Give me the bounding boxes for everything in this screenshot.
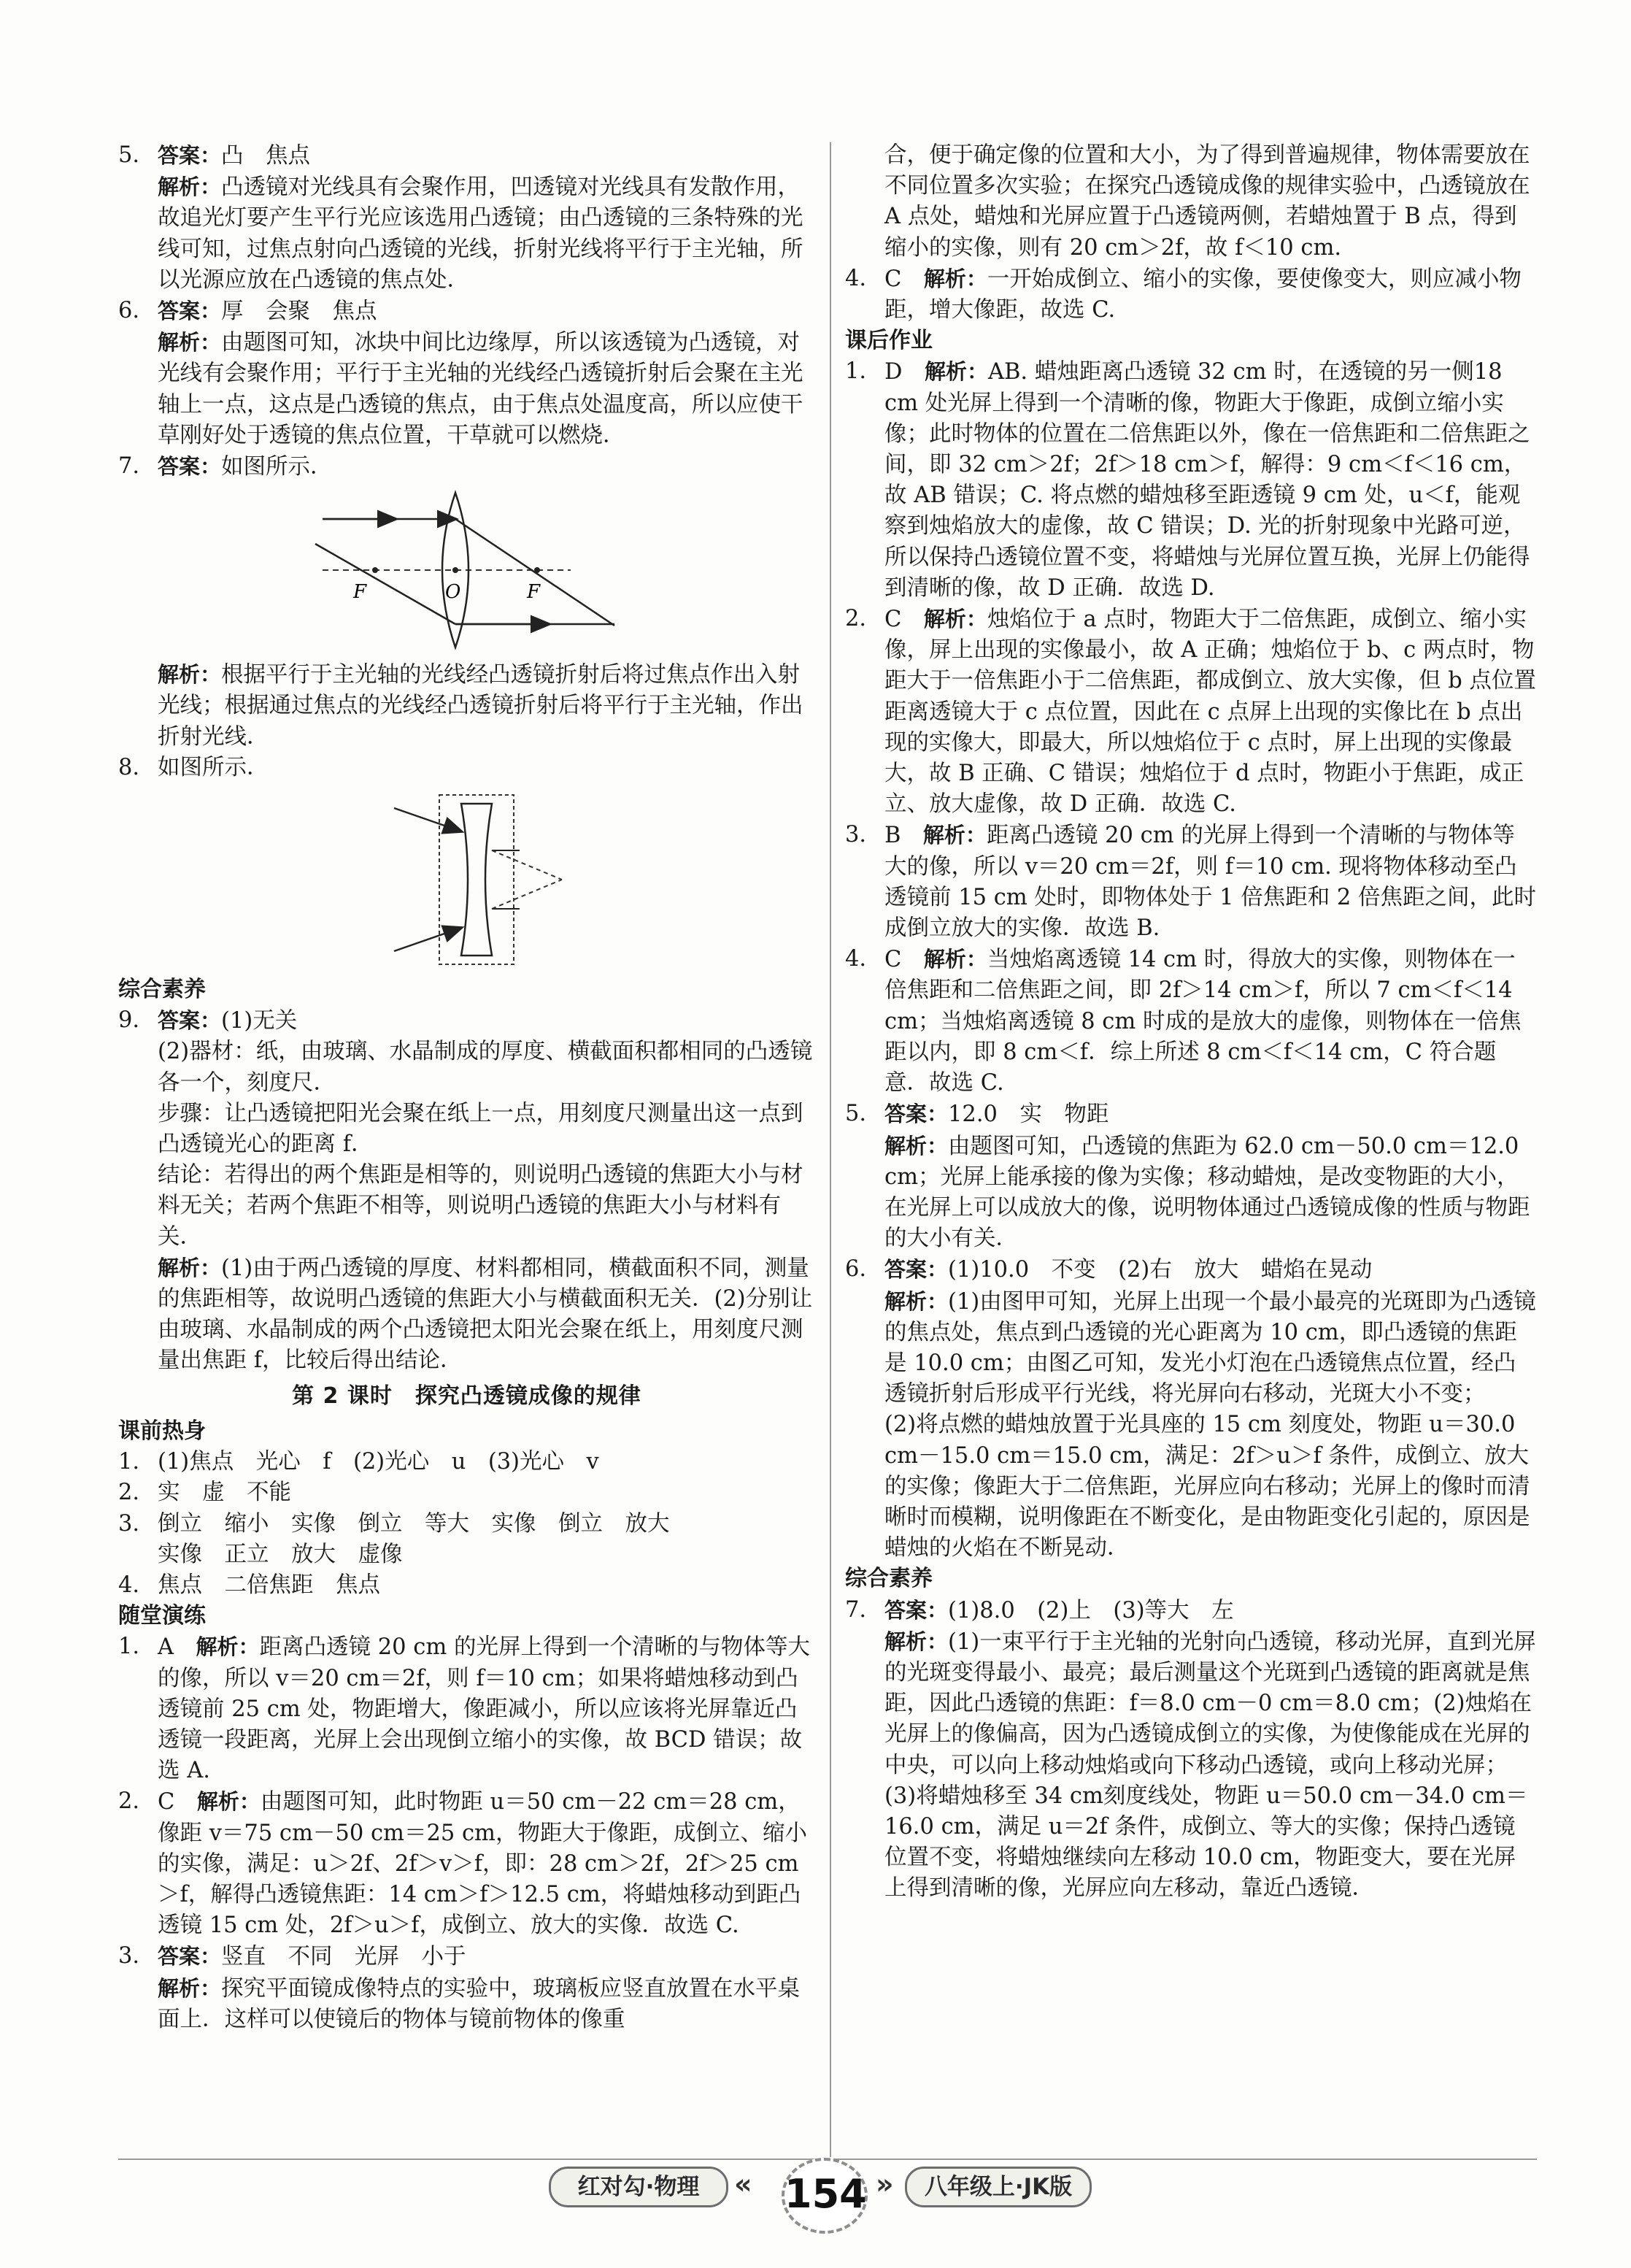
label-o: O <box>445 581 461 604</box>
q9 <box>118 1005 815 1376</box>
label-f-left: F <box>353 581 367 604</box>
concave-lens-diagram <box>118 788 815 970</box>
analysis-label: 解析： <box>158 662 222 688</box>
analysis-text: 凸透镜对光线具有会聚作用，凹透镜对光线具有发散作用，故追光灯要产生平行光应该选用凸透镜；由凸透镜的三条特殊的光线可知，过焦点射向凸透镜的光线，折射光线将平行于主光轴，所以光源应放在凸透镜的焦点处． <box>158 174 803 293</box>
item-number: 9. <box>118 1007 140 1034</box>
section-heading-keqian: 课前热身 <box>118 1418 206 1444</box>
k1: 1. (1)焦点 光心 f (2)光心 u (3)光心 v <box>118 1449 599 1475</box>
answer-text: 如图所示． <box>158 754 269 780</box>
h1: 1. D 解析：AB. 蜡烛距离凸透镜 32 cm 时，在透镜的另一侧18 cm 处光屏上得到一个清晰的像，物距大于像距，成倒立缩小实像；此时物体的位置在二倍焦距以外，像在一倍焦距和二倍焦距之间，即 32 cm＞2f；2f＞18 cm＞f，解得：9 cm＜f＜16 cm，故 AB 错误；C. 将点燃的蜡烛移至距透镜 9 cm 处，u＜f，能观察到烛焰放大的虚像，故 C 错误；D. 光的折射现象中光路可逆，所以保持凸透镜位置不变，将蜡烛与光屏位置互换，光屏上仍能得到清晰的像，故 D 正确．故选 D. <box>845 358 1530 601</box>
analysis-text: 由题图可知，冰块中间比边缘厚，所以该透镜为凸透镜，对光线有会聚作用；平行于主光轴的光线经凸透镜折射后会聚在主光轴上一点，这点是凸透镜的焦点，由于焦点处温度高，所以应使干草刚好处于透镜的焦点位置，干草就可以燃烧． <box>158 330 803 448</box>
column-divider <box>830 142 831 2157</box>
right-column <box>845 140 1537 1904</box>
extension-top <box>492 850 562 880</box>
k4: 4. 焦点 二倍焦距 焦点 <box>118 1572 380 1598</box>
s3: 3. 答案：竖直 不同 光屏 小于 解析：探究平面镜成像特点的实验中，玻璃板应竖直放置在水平桌面上．这样可以使镜后的物体与镜前物体的像重 <box>118 1943 801 2032</box>
chevron-left-icon: « <box>734 2168 752 2200</box>
item-number: 5. <box>118 142 140 168</box>
answer-text: 凸 焦点 <box>221 143 311 169</box>
ray-2-in <box>315 544 455 624</box>
lesson-title: 第 2 课时 探究凸透镜成像的规律 <box>292 1383 641 1409</box>
h7: 7. 答案：(1)8.0 (2)上 (3)等大 左 解析：(1)一束平行于主光轴的光射向凸透镜，移动光屏，直到光屏的光斑变得最小、最亮；最后测量这个光斑到凸透镜的距离就是焦距，因此凸透镜的焦距：f＝8.0 cm－0 cm＝8.0 cm；(2)烛焰在光屏上的像偏高，因为凸透镜成倒立的实像，为使像能成在光屏的中央，可以向上移动烛焰或向下移动凸透镜，或向上移动光屏；(3)将蜡烛移至 34 cm刻度线处，物距 u＝50.0 cm－34.0 cm＝16.0 cm，满足 u＝2f 条件，成倒立、等大的实像；保持凸透镜位置不变，将蜡烛继续向左移动 10.0 cm，物距变大，要在光屏上得到清晰的像，光屏应向左移动，靠近凸透镜． <box>845 1596 1536 1902</box>
page-footer <box>0 2161 1631 2268</box>
answer-text: (2)器材：纸，由玻璃、水晶制成的厚度、横截面积都相同的凸透镜各一个，刻度尺． <box>158 1039 813 1096</box>
focus-right-dot <box>534 567 540 573</box>
ray-bottom-in <box>394 928 461 951</box>
analysis-label: 解析： <box>158 1255 222 1280</box>
answer-text: 结论：若得出的两个焦距是相等的，则说明凸透镜的焦距大小与材料无关；若两个焦距不相等，则说明凸透镜的焦距大小与材料有关． <box>158 1162 803 1250</box>
extension-bottom <box>492 880 562 909</box>
answer-text: 步骤：让凸透镜把阳光会聚在纸上一点，用刻度尺测量出这一点到凸透镜光心的距离 f． <box>158 1100 803 1158</box>
k3: 3. 倒立 缩小 实像 倒立 等大 实像 倒立 放大 实像 正立 放大 虚像 <box>118 1510 670 1567</box>
answer-label: 答案： <box>158 1008 222 1034</box>
section-heading-suitang: 随堂演练 <box>118 1603 206 1629</box>
dotted-box <box>439 795 514 964</box>
ray-1-out <box>455 519 614 626</box>
answer-label: 答案： <box>158 454 222 480</box>
q6 <box>118 296 815 451</box>
section-heading-kehou: 课后作业 <box>845 328 933 354</box>
choice-letter: C <box>158 1789 175 1815</box>
answer-label: 答案： <box>158 299 222 324</box>
q7-analysis <box>118 659 815 753</box>
h2: 2. C 解析：烛焰位于 a 点时，物距大于二倍焦距，成倒立、缩小实像，屏上出现的实像最小，故 A 正确；烛焰位于 b、c 两点时，物距大于一倍焦距小于二倍焦距，都成倒立、放大实像，但 b 点位置距离透镜大于 c 点位置，因此在 c 点屏上出现的实像比在 b 点出现的实像大，即最大，所以烛焰位于 c 点时，屏上出现的实像最大，故 B 正确、C 错误；烛焰位于 d 点时，物距小于焦距，成正立、放大虚像，故 D 正确．故选 C. <box>845 606 1536 818</box>
s3-continuation: 合，便于确定像的位置和大小，为了得到普遍规律，物体需要放在不同位置多次实验；在探究凸透镜成像的规律实验中，凸透镜放在 A 点处，蜡烛和光屏应置于凸透镜两侧，若蜡烛置于 B 点，得到缩小的实像，则有 20 cm＞2f，故 f＜10 cm. <box>884 142 1530 261</box>
concave-lens-shape <box>461 804 492 956</box>
analysis-label: 解析： <box>158 174 222 200</box>
h6: 6. 答案：(1)10.0 不变 (2)右 放大 蜡焰在晃动 解析：(1)由图甲可知，光屏上出现一个最小最亮的光斑即为凸透镜的焦点处，焦点到凸透镜的光心距离为 10 cm，即凸透镜的焦距是 10.0 cm；由图乙可知，发光小灯泡在凸透镜焦点位置，经凸透镜折射后形成平行光线，将光屏向右移动，光斑大小不变； (2)将点燃的蜡烛放置于光具座的 15 cm 刻度处，物距 u＝30.0 cm－15.0 cm＝15.0 cm，满足：2f＞u＞f 条件，成倒立、放大的实像；像距大于二倍焦距，光屏应向右移动；光屏上的像时而清晰时而模糊，说明像距在不断变化，是由物距变化引起的，原因是蜡烛的火焰在不断晃动． <box>845 1256 1536 1561</box>
answer-label: 答案： <box>158 143 222 168</box>
label-f-right: F <box>527 581 541 604</box>
analysis-text: (1)由于两凸透镜的厚度、材料都相同，横截面积不同，测量的焦距相等，故说明凸透镜的焦距大小与横截面积无关．(2)分别让由玻璃、水晶制成的两个凸透镜把太阳光会聚在纸上，用刻度尺测量出焦距 f，比较后得出结论． <box>158 1255 813 1374</box>
s4: 4. C 解析：一开始成倒立、缩小的实像，要使像变大，则应减小物距，增大像距，故选 C. <box>845 265 1522 323</box>
answer-text: 如图所示． <box>221 454 333 480</box>
choice-letter: A <box>158 1634 174 1661</box>
section-heading-zonghe-2: 综合素养 <box>845 1566 933 1592</box>
q8 <box>118 753 815 783</box>
page-number: 154 <box>782 2158 868 2234</box>
answer-text: 厚 会聚 焦点 <box>221 299 377 325</box>
item-number: 8. <box>118 754 140 780</box>
focus-left-dot <box>372 567 378 573</box>
h5: 5. 答案：12.0 实 物距 解析：由题图可知，凸透镜的焦距为 62.0 cm－50.0 cm＝12.0 cm；光屏上能承接的像为实像；移动蜡烛，是改变物距的大小，在光屏上可以成放大的像，说明物体通过凸透镜成像的性质与物距的大小有关． <box>845 1101 1530 1252</box>
optical-center-dot <box>452 567 458 573</box>
choice-letter: D <box>884 359 903 385</box>
analysis-text: 根据平行于主光轴的光线经凸透镜折射后将过焦点作出入射光线；根据通过焦点的光线经凸透镜折射后将平行于主光轴，作出折射光线． <box>158 662 803 750</box>
answer-text: (1)无关 <box>221 1008 298 1034</box>
footer-grade: 八年级上·JK版 <box>905 2167 1092 2207</box>
q7 <box>118 451 815 483</box>
item-number: 6. <box>118 298 140 324</box>
chevron-right-icon: » <box>876 2168 894 2200</box>
s2: 2. C 解析：由题图可知，此时物距 u＝50 cm－22 cm＝28 cm，像距 v＝75 cm－50 cm＝25 cm，物距大于像距，成倒立、缩小的实像，满足：u＞2f、2f＞v＞f，即：28 cm＞2f，2f＞25 cm＞f，解得凸透镜焦距：14 cm＞f＞12.5 cm，将蜡烛移动到距凸透镜 15 cm 处，2f＞u＞f，成倒立、放大的实像．故选 C. <box>118 1788 807 1939</box>
choice-letter: C <box>884 947 902 973</box>
section-heading-zonghe: 综合素养 <box>118 977 206 1003</box>
item-number: 7. <box>118 453 140 480</box>
choice-letter: C <box>884 607 902 633</box>
choice-letter: B <box>884 823 901 849</box>
h3: 3. B 解析：距离凸透镜 20 cm 的光屏上得到一个清晰的与物体等大的像，所以 v＝20 cm＝2f，则 f＝10 cm. 现将物体移动至凸透镜前 15 cm 处时，即物体处于 1 倍焦距和 2 倍焦距之间，此时成倒立放大的实像．故选 B. <box>845 822 1536 942</box>
analysis-label: 解析： <box>158 330 222 355</box>
footer-brand: 红对勾·物理 <box>549 2167 728 2207</box>
left-column <box>118 140 815 2035</box>
h4: 4. C 解析：当烛焰离透镜 14 cm 时，得放大的实像，则物体在一倍焦距和二倍焦距之间，即 2f＞14 cm＞f，所以 7 cm＜f＜14 cm；当烛焰离透镜 8 cm 时成的是放大的虚像，则物体在一倍焦距以内，即 8 cm＜f．综上所述 8 cm＜f＜14 cm，C 符合题意．故选 C. <box>845 946 1522 1096</box>
q5 <box>118 140 815 296</box>
choice-letter: C <box>884 266 902 292</box>
s1: 1. A 解析：距离凸透镜 20 cm 的光屏上得到一个清晰的与物体等大的像，所以 v＝20 cm＝2f，则 f＝10 cm；如果将蜡烛移动到凸透镜前 25 cm 处，物距增大，像距减小，所以应该将光屏靠近凸透镜一段距离，光屏上会出现倒立缩小的实像，故 BCD 错误；故选 A. <box>118 1634 810 1784</box>
k2: 2. 实 虚 不能 <box>118 1480 291 1506</box>
convex-lens-diagram <box>118 487 815 655</box>
ray-top-in <box>394 808 461 831</box>
